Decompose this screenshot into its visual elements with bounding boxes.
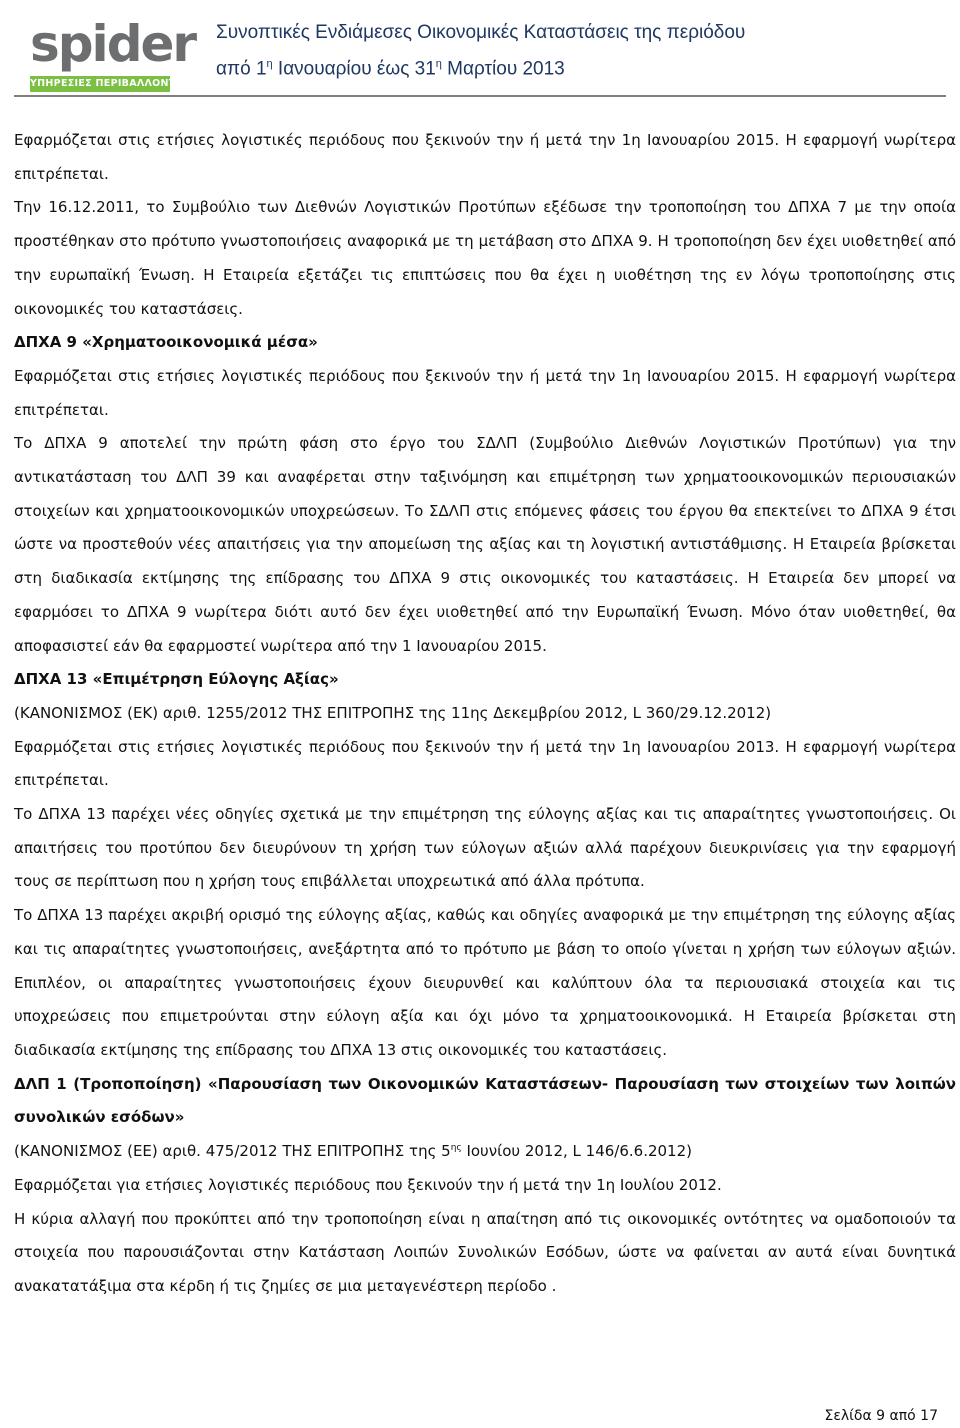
spider-logo xyxy=(30,15,196,92)
logo-wordmark: spider xyxy=(30,15,196,73)
body-text xyxy=(14,124,956,1304)
paragraph: Εφαρμόζεται στις ετήσιες λογιστικές περιόδους που ξεκινούν την ή μετά την 1η Ιανουαρίου 2015. Η εφαρμογή νωρίτερα επιτρέπεται. xyxy=(14,131,956,183)
paragraph: Εφαρμόζεται στις ετήσιες λογιστικές περιόδους που ξεκινούν την ή μετά την 1η Ιανουαρίου 2013. Η εφαρμογή νωρίτερα επιτρέπεται. xyxy=(14,737,956,790)
report-period xyxy=(216,58,565,80)
regulation-reference xyxy=(14,1135,956,1169)
period-middle: Ιανουαρίου έως 31 xyxy=(272,58,436,80)
paragraph: Η κύρια αλλαγή που προκύπτει από την τροποποίηση είναι η απαίτηση από τις οικονομικές οντότητες να ομαδοποιούν τα στοιχεία που παρουσιάζονται στην Κατάσταση Λοιπών Συνολικών Εσόδων, ώστε να φαίνεται αν αυτά είναι δυνητικά ανακατατάξιμα στα κέρδη ή τις ζημίες σε μια μεταγενέστερη περίοδο . xyxy=(14,1209,956,1295)
paragraph: Την 16.12.2011, το Συμβούλιο των Διεθνών Λογιστικών Προτύπων εξέδωσε την τροποποίηση του ΔΠΧΑ 7 με την οποία προστέθηκαν στο πρότυπο γνωστοποιήσεις αναφορικά με τη μετάβαση στο ΔΠΧΑ 9. Η τροποποίηση δεν έχει υιοθετηθεί από την ευρωπαϊκή Ένωση. Η Εταιρεία εξετάζει τις επιπτώσεις που θα έχει η υιοθέτηση της εν λόγω τροποποίησης στις οικονομικές του καταστάσεις. xyxy=(14,198,956,318)
regulation-suffix: Ιουνίου 2012, L 146/6.6.2012) xyxy=(461,1142,692,1161)
paragraph: Το ΔΠΧΑ 13 παρέχει ακριβή ορισμό της εύλογης αξίας, καθώς και οδηγίες αναφορικά με την επιμέτρηση της εύλογης αξίας και τις απαραίτητες γνωστοποιήσεις, ανεξάρτητα από το πρότυπο με βάση το οποίο γίνεται η χρήση των εύλογων αξιών. Επιπλέον, οι απαραίτητες γνωστοποιήσεις έχουν διευρυνθεί και καλύπτουν όλα τα περιουσιακά στοιχεία και τις υποχρεώσεις που επιμετρούνται στην εύλογη αξία και όχι μόνο τα χρηματοοικονομικά. Η Εταιρεία βρίσκεται στη διαδικασία εκτίμησης της επίδρασης του ΔΠΧΑ 13 στις οικονομικές του καταστάσεις. xyxy=(14,906,956,1059)
page-number: Σελίδα 9 από 17 xyxy=(824,1408,938,1424)
paragraph: Εφαρμόζεται για ετήσιες λογιστικές περιόδους που ξεκινούν την ή μετά την 1η Ιουλίου 2012. xyxy=(14,1175,722,1194)
logo-tagline: ΥΠΗΡΕΣΙΕΣ ΠΕΡΙΒΑΛΛΟΝΤΟΣ xyxy=(30,76,170,92)
section-heading: ΔΠΧΑ 9 «Χρηματοοικονομικά μέσα» xyxy=(14,333,318,352)
paragraph: Εφαρμόζεται στις ετήσιες λογιστικές περιόδους που ξεκινούν την ή μετά την 1η Ιανουαρίου 2015. Η εφαρμογή νωρίτερα επιτρέπεται. xyxy=(14,366,956,419)
period-sup-2: η xyxy=(435,58,442,70)
paragraph: Το ΔΠΧΑ 9 αποτελεί την πρώτη φάση στο έργο του ΣΔΛΠ (Συμβούλιο Διεθνών Λογιστικών Προτύπων) για την αντικατάσταση του ΔΛΠ 39 και αναφέρεται στην ταξινόμηση και επιμέτρηση των χρηματοοικονομικών περιουσιακών στοιχείων και χρηματοοικονομικών υποχρεώσεων. Το ΣΔΛΠ στις επόμενες φάσεις του έργου θα επεκτείνει το ΔΠΧΑ 9 έτσι ώστε να προστεθούν νέες απαιτήσεις για την απομείωση της αξίας και τη λογιστική αντιστάθμισης. Η Εταιρεία βρίσκεται στη διαδικασία εκτίμησης της επίδρασης του ΔΠΧΑ 9 στις οικονομικές του καταστάσεις. Η Εταιρεία δεν μπορεί να εφαρμόσει το ΔΠΧΑ 9 νωρίτερα διότι αυτό δεν έχει υιοθετηθεί από την Ευρωπαϊκή Ένωση. Μόνο όταν υιοθετηθεί, θα αποφασιστεί εάν θα εφαρμοστεί νωρίτερα από την 1 Ιανουαρίου 2015. xyxy=(14,434,956,655)
period-suffix: Μαρτίου 2013 xyxy=(441,58,565,80)
period-prefix: από 1 xyxy=(216,58,267,80)
section-heading: ΔΠΧΑ 13 «Επιμέτρηση Εύλογης Αξίας» xyxy=(14,670,339,689)
report-title: Συνοπτικές Ενδιάμεσες Οικονομικές Καταστάσεις της περιόδου xyxy=(216,22,746,43)
header-divider xyxy=(14,95,946,97)
section-heading: ΔΛΠ 1 (Τροποποίηση) «Παρουσίαση των Οικονομικών Καταστάσεων- Παρουσίαση των στοιχείων των λοιπών συνολικών εσόδων» xyxy=(14,1074,956,1127)
paragraph: Το ΔΠΧΑ 13 παρέχει νέες οδηγίες σχετικά με την επιμέτρηση της εύλογης αξίας και τις απαραίτητες γνωστοποιήσεις. Οι απαιτήσεις του προτύπου δεν διευρύνουν τη χρήση των εύλογων αξιών αλλά παρέχουν διευκρινίσεις για την εφαρμογή τους σε περίπτωση που η χρήση τους επιβάλλεται υποχρεωτικά από άλλα πρότυπα. xyxy=(14,805,956,891)
regulation-sup: ης xyxy=(450,1143,462,1154)
regulation-prefix: (ΚΑΝΟΝΙΣΜΟΣ (ΕΕ) αριθ. 475/2012 ΤΗΣ ΕΠΙΤΡΟΠΗΣ της 5 xyxy=(14,1142,451,1161)
page-header xyxy=(0,0,960,100)
period-sup-1: η xyxy=(266,58,273,70)
regulation-reference: (ΚΑΝΟΝΙΣΜΟΣ (ΕΚ) αριθ. 1255/2012 ΤΗΣ ΕΠΙΤΡΟΠΗΣ της 11ης Δεκεμβρίου 2012, L 360/29.12.2012) xyxy=(14,703,772,722)
